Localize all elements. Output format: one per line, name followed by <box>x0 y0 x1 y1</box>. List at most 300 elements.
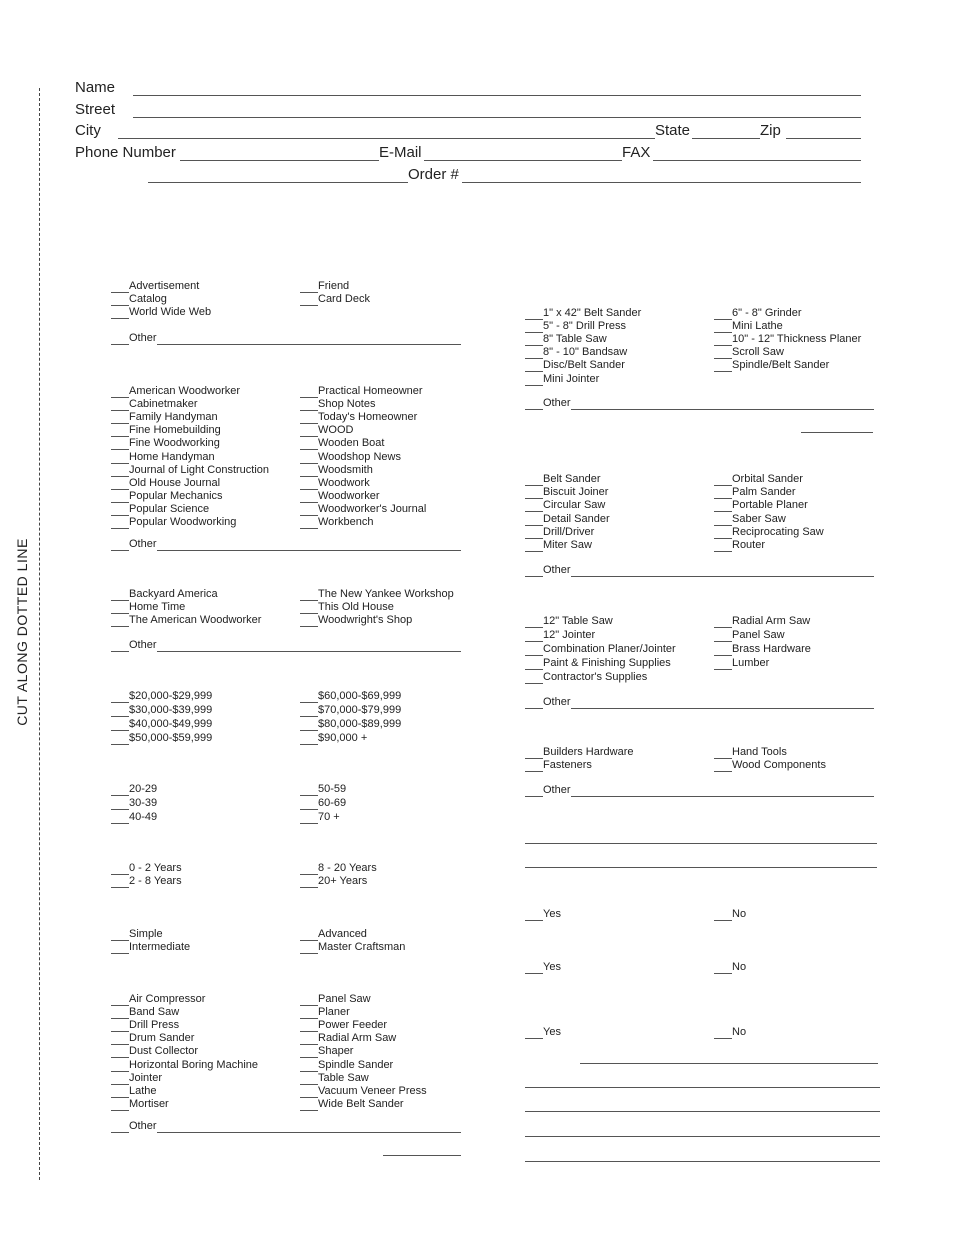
question-7-option[interactable] <box>300 928 367 941</box>
checkbox-blank[interactable] <box>300 720 318 731</box>
question-18-option[interactable] <box>525 1026 561 1039</box>
option-label: The New Yankee Workshop <box>318 588 454 600</box>
question-8-option[interactable] <box>111 1045 198 1058</box>
other-input-line[interactable] <box>157 540 461 551</box>
email-input-line[interactable] <box>424 160 622 161</box>
state-input-line[interactable] <box>692 138 760 139</box>
question-2-option[interactable] <box>111 398 197 411</box>
checkbox-blank[interactable] <box>525 515 543 526</box>
checkbox-blank[interactable] <box>111 603 129 614</box>
question-2-option[interactable] <box>300 411 417 424</box>
name-field[interactable] <box>75 79 861 97</box>
question-8-option[interactable] <box>111 1098 169 1111</box>
question-17-option[interactable] <box>714 961 746 974</box>
question-10-option[interactable] <box>714 333 861 346</box>
comments-first-line[interactable] <box>580 1063 878 1064</box>
checkbox-blank[interactable] <box>525 786 543 797</box>
question-1-option[interactable] <box>111 293 167 306</box>
question-7-option[interactable] <box>111 941 190 954</box>
checkbox-blank[interactable] <box>300 413 318 424</box>
checkbox-blank[interactable] <box>300 505 318 516</box>
checkbox-blank[interactable] <box>300 706 318 717</box>
checkbox-blank[interactable] <box>300 426 318 437</box>
fax-input-line[interactable] <box>653 160 861 161</box>
checkbox-blank[interactable] <box>300 930 318 941</box>
checkbox-blank[interactable] <box>525 761 543 772</box>
question-2-option[interactable] <box>300 464 373 477</box>
option-label: Cabinetmaker <box>129 398 198 411</box>
question-2-option[interactable] <box>111 385 240 398</box>
question-4-option[interactable] <box>300 704 401 717</box>
checkbox-blank[interactable] <box>525 488 543 499</box>
checkbox-blank[interactable] <box>525 309 543 320</box>
checkbox-blank[interactable] <box>525 1028 543 1039</box>
question-10-option[interactable] <box>525 346 627 359</box>
question-4-option[interactable] <box>300 690 401 703</box>
checkbox-blank[interactable] <box>300 616 318 627</box>
checkbox-blank[interactable] <box>714 910 732 921</box>
checkbox-blank[interactable] <box>714 475 732 486</box>
question-13-option[interactable] <box>714 657 769 670</box>
checkbox-blank[interactable] <box>525 698 543 709</box>
checkbox-blank[interactable] <box>111 282 129 293</box>
checkbox-blank[interactable] <box>111 641 129 652</box>
checkbox-blank[interactable] <box>714 348 732 359</box>
checkbox-blank[interactable] <box>300 1074 318 1085</box>
checkbox-blank[interactable] <box>111 479 129 490</box>
option-label: Old House Journal <box>129 476 221 489</box>
question-8-option[interactable] <box>300 1059 393 1072</box>
checkbox-blank[interactable] <box>714 541 732 552</box>
other-input-line[interactable] <box>571 698 874 709</box>
question-8-option[interactable] <box>300 1019 387 1032</box>
checkbox-blank[interactable] <box>300 1047 318 1058</box>
question-5-option[interactable] <box>300 811 340 824</box>
question-16-option[interactable] <box>714 908 746 921</box>
question-19-answer-line[interactable] <box>525 1087 880 1088</box>
checkbox-blank[interactable] <box>525 322 543 333</box>
question-10-option[interactable] <box>714 359 829 372</box>
question-2-option[interactable] <box>300 451 401 464</box>
question-12-option[interactable] <box>714 513 786 526</box>
question-3-option[interactable] <box>111 588 218 601</box>
checkbox-blank[interactable] <box>714 528 732 539</box>
checkbox-blank[interactable] <box>111 400 129 411</box>
checkbox-blank[interactable] <box>714 515 732 526</box>
other-input-line[interactable] <box>157 1122 461 1133</box>
city-field[interactable] <box>75 122 861 140</box>
checkbox-blank[interactable] <box>300 785 318 796</box>
question-10-option[interactable] <box>714 307 802 320</box>
question-4-option[interactable] <box>111 704 212 717</box>
question-12-option[interactable] <box>714 486 796 499</box>
checkbox-blank[interactable] <box>714 659 732 670</box>
checkbox-blank[interactable] <box>525 501 543 512</box>
checkbox-blank[interactable] <box>525 748 543 759</box>
question-8-option[interactable] <box>111 1072 162 1085</box>
checkbox-blank[interactable] <box>300 692 318 703</box>
question-5-option[interactable] <box>300 797 346 810</box>
checkbox-blank[interactable] <box>111 308 129 319</box>
checkbox-blank[interactable] <box>300 492 318 503</box>
question-2-option[interactable] <box>300 424 353 437</box>
question-8-option[interactable] <box>300 993 371 1006</box>
question-14-option[interactable] <box>714 746 787 759</box>
question-13-option[interactable] <box>525 629 595 642</box>
question-2-option[interactable] <box>300 503 426 516</box>
option-label: Fine Homebuilding <box>129 424 221 437</box>
question-19-answer-line[interactable] <box>525 1161 880 1162</box>
checkbox-blank[interactable] <box>300 995 318 1006</box>
checkbox-blank[interactable] <box>714 963 732 974</box>
checkbox-blank[interactable] <box>111 1008 129 1019</box>
option-label: Lathe <box>129 1084 157 1097</box>
question-8-option[interactable] <box>111 1059 258 1072</box>
checkbox-blank[interactable] <box>111 995 129 1006</box>
checkbox-blank[interactable] <box>300 813 318 824</box>
option-label: Combination Planer/Jointer <box>543 643 676 655</box>
option-label: Family Handyman <box>129 411 218 424</box>
checkbox-blank[interactable] <box>525 348 543 359</box>
checkbox-blank[interactable] <box>714 322 732 333</box>
checkbox-blank[interactable] <box>300 1021 318 1032</box>
question-3-option[interactable] <box>111 601 185 614</box>
checkbox-blank[interactable] <box>111 540 129 551</box>
option-label: Router <box>732 539 766 551</box>
option-label: Yes <box>543 961 561 973</box>
street-input-line[interactable] <box>133 117 861 118</box>
question-8-option[interactable] <box>111 1006 179 1019</box>
checkbox-blank[interactable] <box>111 426 129 437</box>
checkbox-blank[interactable] <box>525 645 543 656</box>
question-8-option[interactable] <box>300 1072 369 1085</box>
checkbox-blank[interactable] <box>111 439 129 450</box>
question-9-answer-line[interactable] <box>383 1155 461 1156</box>
checkbox-blank[interactable] <box>111 387 129 398</box>
checkbox-blank[interactable] <box>525 673 543 684</box>
checkbox-blank[interactable] <box>111 413 129 424</box>
question-12-option[interactable] <box>525 526 594 539</box>
question-2-option[interactable] <box>300 516 373 529</box>
checkbox-blank[interactable] <box>111 453 129 464</box>
checkbox-blank[interactable] <box>300 590 318 601</box>
street-field[interactable] <box>75 101 861 119</box>
checkbox-blank[interactable] <box>111 505 129 516</box>
question-10-option[interactable] <box>525 320 626 333</box>
question-10-option[interactable] <box>525 333 607 346</box>
other-input-line[interactable] <box>157 334 461 345</box>
checkbox-blank[interactable] <box>714 488 732 499</box>
question-2-option[interactable] <box>111 490 223 503</box>
question-8-option[interactable] <box>111 1032 194 1045</box>
question-2-option[interactable] <box>300 398 375 411</box>
checkbox-blank[interactable] <box>525 475 543 486</box>
question-2-option[interactable] <box>300 437 384 450</box>
checkbox-blank[interactable] <box>300 799 318 810</box>
question-10-option[interactable] <box>714 346 784 359</box>
other-input-line[interactable] <box>571 399 874 410</box>
checkbox-blank[interactable] <box>525 659 543 670</box>
checkbox-blank[interactable] <box>300 1100 318 1111</box>
checkbox-blank[interactable] <box>111 295 129 306</box>
checkbox-blank[interactable] <box>111 1021 129 1032</box>
question-12-option[interactable] <box>525 513 610 526</box>
checkbox-blank[interactable] <box>111 877 129 888</box>
question-11-answer-line[interactable] <box>801 432 873 433</box>
question-10-option[interactable] <box>525 373 599 386</box>
checkbox-blank[interactable] <box>111 492 129 503</box>
question-8-option[interactable] <box>300 1085 427 1098</box>
zip-input-line[interactable] <box>786 138 861 139</box>
other-label: Other <box>543 696 571 708</box>
checkbox-blank[interactable] <box>714 309 732 320</box>
question-8-option[interactable] <box>300 1098 404 1111</box>
question-3-option[interactable] <box>300 614 412 627</box>
checkbox-blank[interactable] <box>111 1047 129 1058</box>
checkbox-blank[interactable] <box>300 479 318 490</box>
checkbox-blank[interactable] <box>111 734 129 745</box>
city-input-line[interactable] <box>118 138 655 139</box>
checkbox-blank[interactable] <box>300 1008 318 1019</box>
question-3-option[interactable] <box>111 614 261 627</box>
checkbox-blank[interactable] <box>111 785 129 796</box>
checkbox-blank[interactable] <box>300 400 318 411</box>
question-4-option[interactable] <box>300 718 401 731</box>
other-input-line[interactable] <box>157 641 461 652</box>
checkbox-blank[interactable] <box>300 1034 318 1045</box>
question-13-option[interactable] <box>525 615 613 628</box>
checkbox-blank[interactable] <box>714 361 732 372</box>
question-5-option[interactable] <box>300 783 346 796</box>
checkbox-blank[interactable] <box>111 799 129 810</box>
question-12-option[interactable] <box>714 526 824 539</box>
checkbox-blank[interactable] <box>300 453 318 464</box>
checkbox-blank[interactable] <box>300 439 318 450</box>
question-4-option[interactable] <box>300 732 367 745</box>
question-8-option[interactable] <box>300 1006 350 1019</box>
checkbox-blank[interactable] <box>300 1061 318 1072</box>
checkbox-blank[interactable] <box>525 528 543 539</box>
question-7-option[interactable] <box>300 941 405 954</box>
question-12-option[interactable] <box>525 499 605 512</box>
checkbox-blank[interactable] <box>300 864 318 875</box>
question-7-option[interactable] <box>111 928 163 941</box>
checkbox-blank[interactable] <box>525 910 543 921</box>
question-8-option[interactable] <box>300 1045 353 1058</box>
question-13-option[interactable] <box>525 657 671 670</box>
option-label: Radial Arm Saw <box>318 1032 397 1045</box>
checkbox-blank[interactable] <box>525 361 543 372</box>
question-2-option[interactable] <box>111 451 215 464</box>
question-5-option[interactable] <box>111 797 157 810</box>
question-12-option[interactable] <box>714 539 765 552</box>
option-label: Saber Saw <box>732 512 786 525</box>
question-10-option[interactable] <box>525 359 625 372</box>
checkbox-blank[interactable] <box>525 399 543 410</box>
question-14-option[interactable] <box>525 746 633 759</box>
other-input-line[interactable] <box>571 566 874 577</box>
question-6-option[interactable] <box>300 862 377 875</box>
checkbox-blank[interactable] <box>111 334 129 345</box>
question-12-option[interactable] <box>714 499 808 512</box>
question-12-option[interactable] <box>525 486 608 499</box>
phone-field[interactable] <box>75 144 861 162</box>
question-1-other[interactable] <box>111 332 461 345</box>
checkbox-blank[interactable] <box>300 603 318 614</box>
question-4-option[interactable] <box>111 690 212 703</box>
checkbox-blank[interactable] <box>300 877 318 888</box>
question-15-answer-line[interactable] <box>525 867 877 868</box>
checkbox-blank[interactable] <box>525 375 543 386</box>
question-13-option[interactable] <box>525 671 647 684</box>
option-label: $50,000-$59,999 <box>129 732 213 744</box>
checkbox-blank[interactable] <box>714 617 732 628</box>
checkbox-blank[interactable] <box>525 963 543 974</box>
question-13-other[interactable] <box>525 696 874 709</box>
question-1-option[interactable] <box>111 306 211 319</box>
question-10-option[interactable] <box>525 307 641 320</box>
checkbox-blank[interactable] <box>300 282 318 293</box>
question-5-option[interactable] <box>111 783 157 796</box>
question-2-option[interactable] <box>300 477 370 490</box>
question-14-option[interactable] <box>525 759 592 772</box>
question-10-other[interactable] <box>525 397 874 410</box>
question-18-option[interactable] <box>714 1026 746 1039</box>
question-3-option[interactable] <box>300 588 454 601</box>
checkbox-blank[interactable] <box>300 518 318 529</box>
checkbox-blank[interactable] <box>525 631 543 642</box>
question-15-answer-line[interactable] <box>525 843 877 844</box>
question-12-option[interactable] <box>714 473 803 486</box>
question-12-option[interactable] <box>525 539 592 552</box>
checkbox-blank[interactable] <box>111 706 129 717</box>
order-field[interactable] <box>75 166 861 184</box>
checkbox-blank[interactable] <box>111 864 129 875</box>
question-19-answer-line[interactable] <box>525 1111 880 1112</box>
option-label: Spindle/Belt Sander <box>732 359 830 372</box>
question-6-option[interactable] <box>300 875 367 888</box>
checkbox-blank[interactable] <box>111 518 129 529</box>
checkbox-blank[interactable] <box>300 943 318 954</box>
checkbox-blank[interactable] <box>111 1034 129 1045</box>
question-2-option[interactable] <box>111 516 236 529</box>
checkbox-blank[interactable] <box>300 734 318 745</box>
name-input-line[interactable] <box>133 95 861 96</box>
question-2-option[interactable] <box>111 477 220 490</box>
checkbox-blank[interactable] <box>300 466 318 477</box>
option-label: Band Saw <box>129 1006 180 1019</box>
checkbox-blank[interactable] <box>525 617 543 628</box>
question-12-option[interactable] <box>525 473 600 486</box>
checkbox-blank[interactable] <box>525 566 543 577</box>
question-2-option[interactable] <box>300 490 380 503</box>
checkbox-blank[interactable] <box>714 748 732 759</box>
question-3-other[interactable] <box>111 639 461 652</box>
checkbox-blank[interactable] <box>300 1087 318 1098</box>
checkbox-blank[interactable] <box>111 930 129 941</box>
question-1-option[interactable] <box>300 293 370 306</box>
question-8-option[interactable] <box>111 1019 179 1032</box>
question-10-option[interactable] <box>714 320 783 333</box>
option-label: Planer <box>318 1006 350 1019</box>
checkbox-blank[interactable] <box>525 335 543 346</box>
phone-input-line[interactable] <box>180 160 379 161</box>
order-pre-line[interactable] <box>148 182 408 183</box>
checkbox-blank[interactable] <box>111 1074 129 1085</box>
checkbox-blank[interactable] <box>714 1028 732 1039</box>
option-label: Card Deck <box>318 293 370 305</box>
question-8-option[interactable] <box>300 1032 396 1045</box>
checkbox-blank[interactable] <box>300 387 318 398</box>
question-13-option[interactable] <box>714 629 785 642</box>
option-label: Mortiser <box>129 1097 169 1110</box>
question-2-option[interactable] <box>111 464 269 477</box>
question-12-other[interactable] <box>525 564 874 577</box>
question-6-option[interactable] <box>111 875 182 888</box>
checkbox-blank[interactable] <box>111 1087 129 1098</box>
question-14-other[interactable] <box>525 784 874 797</box>
question-5-option[interactable] <box>111 811 157 824</box>
question-4-option[interactable] <box>111 718 212 731</box>
question-2-other[interactable] <box>111 538 461 551</box>
checkbox-blank[interactable] <box>525 541 543 552</box>
checkbox-blank[interactable] <box>111 943 129 954</box>
question-13-option[interactable] <box>714 615 810 628</box>
question-16-option[interactable] <box>525 908 561 921</box>
question-19-answer-line[interactable] <box>525 1136 880 1137</box>
question-6-option[interactable] <box>111 862 182 875</box>
question-2-option[interactable] <box>111 411 218 424</box>
question-4-option[interactable] <box>111 732 212 745</box>
checkbox-blank[interactable] <box>111 720 129 731</box>
question-2-option[interactable] <box>300 385 423 398</box>
checkbox-blank[interactable] <box>714 501 732 512</box>
question-13-option[interactable] <box>525 643 676 656</box>
question-2-option[interactable] <box>111 503 209 516</box>
order-input-line[interactable] <box>462 182 861 183</box>
checkbox-blank[interactable] <box>111 813 129 824</box>
checkbox-blank[interactable] <box>111 616 129 627</box>
question-14-option[interactable] <box>714 759 826 772</box>
checkbox-blank[interactable] <box>714 631 732 642</box>
option-label: Woodworker <box>318 489 380 502</box>
checkbox-blank[interactable] <box>714 761 732 772</box>
question-8-option[interactable] <box>111 993 205 1006</box>
question-13-option[interactable] <box>714 643 811 656</box>
checkbox-blank[interactable] <box>111 692 129 703</box>
other-input-line[interactable] <box>571 786 874 797</box>
checkbox-blank[interactable] <box>714 335 732 346</box>
question-3-option[interactable] <box>300 601 394 614</box>
option-label: $60,000-$69,999 <box>318 690 402 702</box>
question-8-option[interactable] <box>111 1085 157 1098</box>
checkbox-blank[interactable] <box>714 645 732 656</box>
checkbox-blank[interactable] <box>111 1100 129 1111</box>
checkbox-blank[interactable] <box>300 295 318 306</box>
option-label: 12" Table Saw <box>543 615 613 627</box>
checkbox-blank[interactable] <box>111 590 129 601</box>
question-1-option[interactable] <box>300 280 349 293</box>
question-8-other[interactable] <box>111 1120 461 1133</box>
question-1-option[interactable] <box>111 280 199 293</box>
checkbox-blank[interactable] <box>111 466 129 477</box>
option-label: Yes <box>543 1026 561 1038</box>
question-17-option[interactable] <box>525 961 561 974</box>
question-2-option[interactable] <box>111 437 220 450</box>
checkbox-blank[interactable] <box>111 1061 129 1072</box>
question-2-option[interactable] <box>111 424 221 437</box>
checkbox-blank[interactable] <box>111 1122 129 1133</box>
